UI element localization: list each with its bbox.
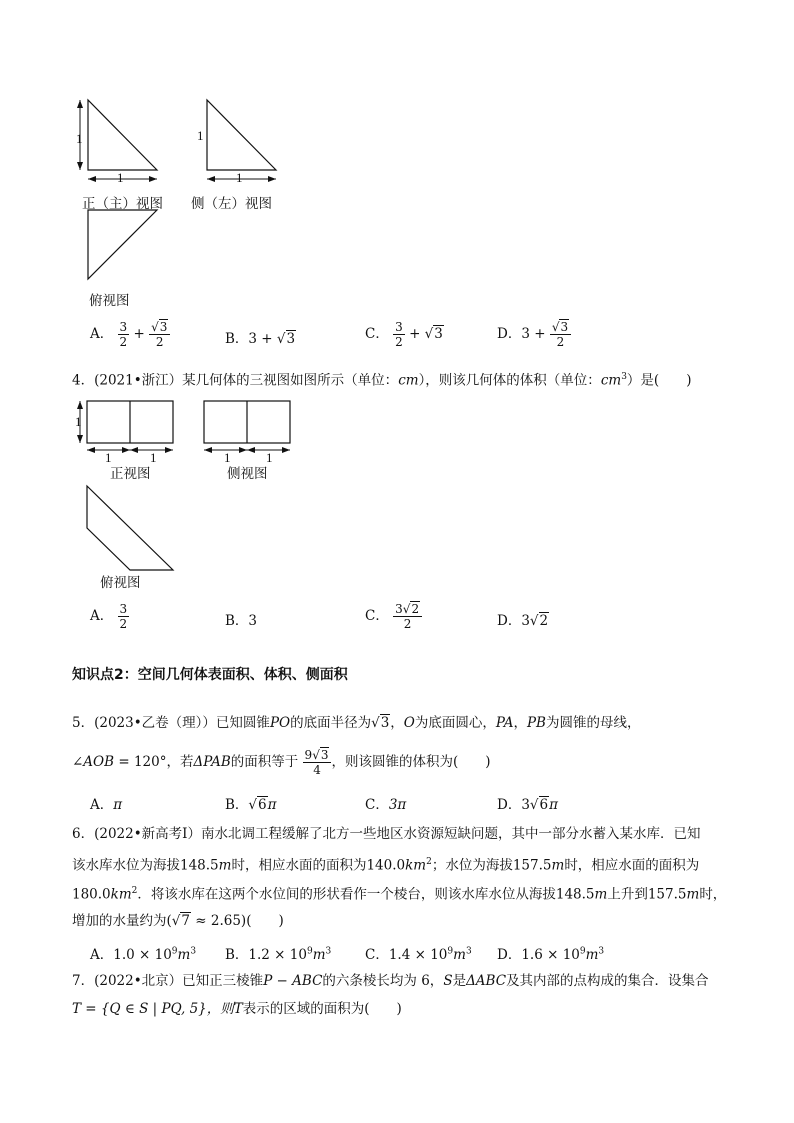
q4-side-view-label: 侧视图 <box>227 466 268 482</box>
q4-front-width-label-2: 1 <box>150 450 157 465</box>
q6-stem-line3: $180.0km^2$．将该水库在这两个水位间的形状看作一个棱台，则该水库水位从海拔148.5m上升到157.5m时， <box>72 886 727 903</box>
q4-stem: 4．(2021•浙江）某几何体的三视图如图所示（单位：cm），则该几何体的体积（单位：$cm^3$）是( ) <box>72 372 692 389</box>
q5-option-d: D．3√6π <box>497 797 558 813</box>
q3-option-c: C． $\frac{3}{2}$ + √3 <box>365 320 443 349</box>
q4-option-c: C． $\frac{3√2}{2}$ <box>365 602 422 631</box>
q6-stem-line1: 6．(2022•新高考Ⅰ）南水北调工程缓解了北方一些地区水资源短缺问题，其中一部分水蓄入某水库．已知 <box>72 826 701 842</box>
q6-option-a: A．$1.0 \times 10^9m^3$ <box>90 946 197 963</box>
q4-top-view-label: 俯视图 <box>100 575 141 591</box>
q3-option-b: B．3 + √3 <box>225 331 296 347</box>
q3-option-a: A． $\frac{3}{2}$ + $\frac{√3}{2}$ <box>90 320 170 349</box>
q3-front-view-label: 正（主）视图 <box>82 196 163 212</box>
q4-front-height-label: 1 <box>75 414 82 429</box>
q4-option-d: D．3√2 <box>497 613 549 629</box>
q3-top-view-label: 俯视图 <box>89 293 130 309</box>
q6-option-b: B．$1.2 \times 10^9m^3$ <box>225 946 332 963</box>
q6-stem-line2: 该水库水位为海拔148.5m时，相应水面的面积为$140.0km^2$；水位为海拔157.5m时，相应水面的面积为 <box>72 857 700 874</box>
q7-stem-line2: T = {Q ∈ S | PQ, 5}，则T表示的区域的面积为( ) <box>72 1001 402 1017</box>
q6-option-c: C．$1.4 \times 10^9m^3$ <box>365 946 472 963</box>
q4-option-b: B．3 <box>225 613 258 629</box>
q4-top-view <box>87 486 173 570</box>
q3-front-width-label: 1 <box>117 170 124 185</box>
q4-front-view-label: 正视图 <box>110 466 151 482</box>
q3-option-d: D．3 + $\frac{√3}{2}$ <box>497 320 571 349</box>
q4-side-view <box>204 401 290 453</box>
q4-three-view-figure <box>70 398 310 573</box>
q3-top-view <box>88 210 157 279</box>
q5-option-b: B．√6π <box>225 797 277 813</box>
q4-side-width-label-2: 1 <box>266 450 273 465</box>
q7-stem-line1: 7．(2022•北京）已知正三棱锥P − ABC的六条棱长均为 6，S是ΔABC及其内部的点构成的集合．设集合 <box>72 973 709 989</box>
q5-option-c: C．3π <box>365 797 407 813</box>
q5-stem-line1: 5．(2023•乙卷（理））已知圆锥PO的底面半径为√3，O为底面圆心，PA，PB为圆锥的母线， <box>72 715 641 731</box>
q3-side-height-label: 1 <box>197 128 204 143</box>
q4-option-a: A． $\frac{3}{2}$ <box>90 602 128 631</box>
q4-front-width-label-1: 1 <box>105 450 112 465</box>
q3-side-view-label: 侧（左）视图 <box>191 196 272 212</box>
q4-front-view <box>77 401 173 453</box>
q5-option-a: A．π <box>90 797 123 813</box>
q6-stem-line4: 增加的水量约为(√7 ≈ 2.65)( ) <box>72 913 284 929</box>
q3-side-width-label: 1 <box>236 170 243 185</box>
q4-side-width-label-1: 1 <box>224 450 231 465</box>
section-heading: 知识点2：空间几何体表面积、体积、侧面积 <box>72 667 348 683</box>
q6-option-d: D．$1.6 \times 10^9m^3$ <box>497 946 605 963</box>
q5-stem-line2: ∠AOB = 120°，若ΔPAB的面积等于 $\frac{9√3}{4}$ ，则该圆锥的体积为( ) <box>72 748 491 777</box>
q3-front-height-label: 1 <box>76 131 83 146</box>
